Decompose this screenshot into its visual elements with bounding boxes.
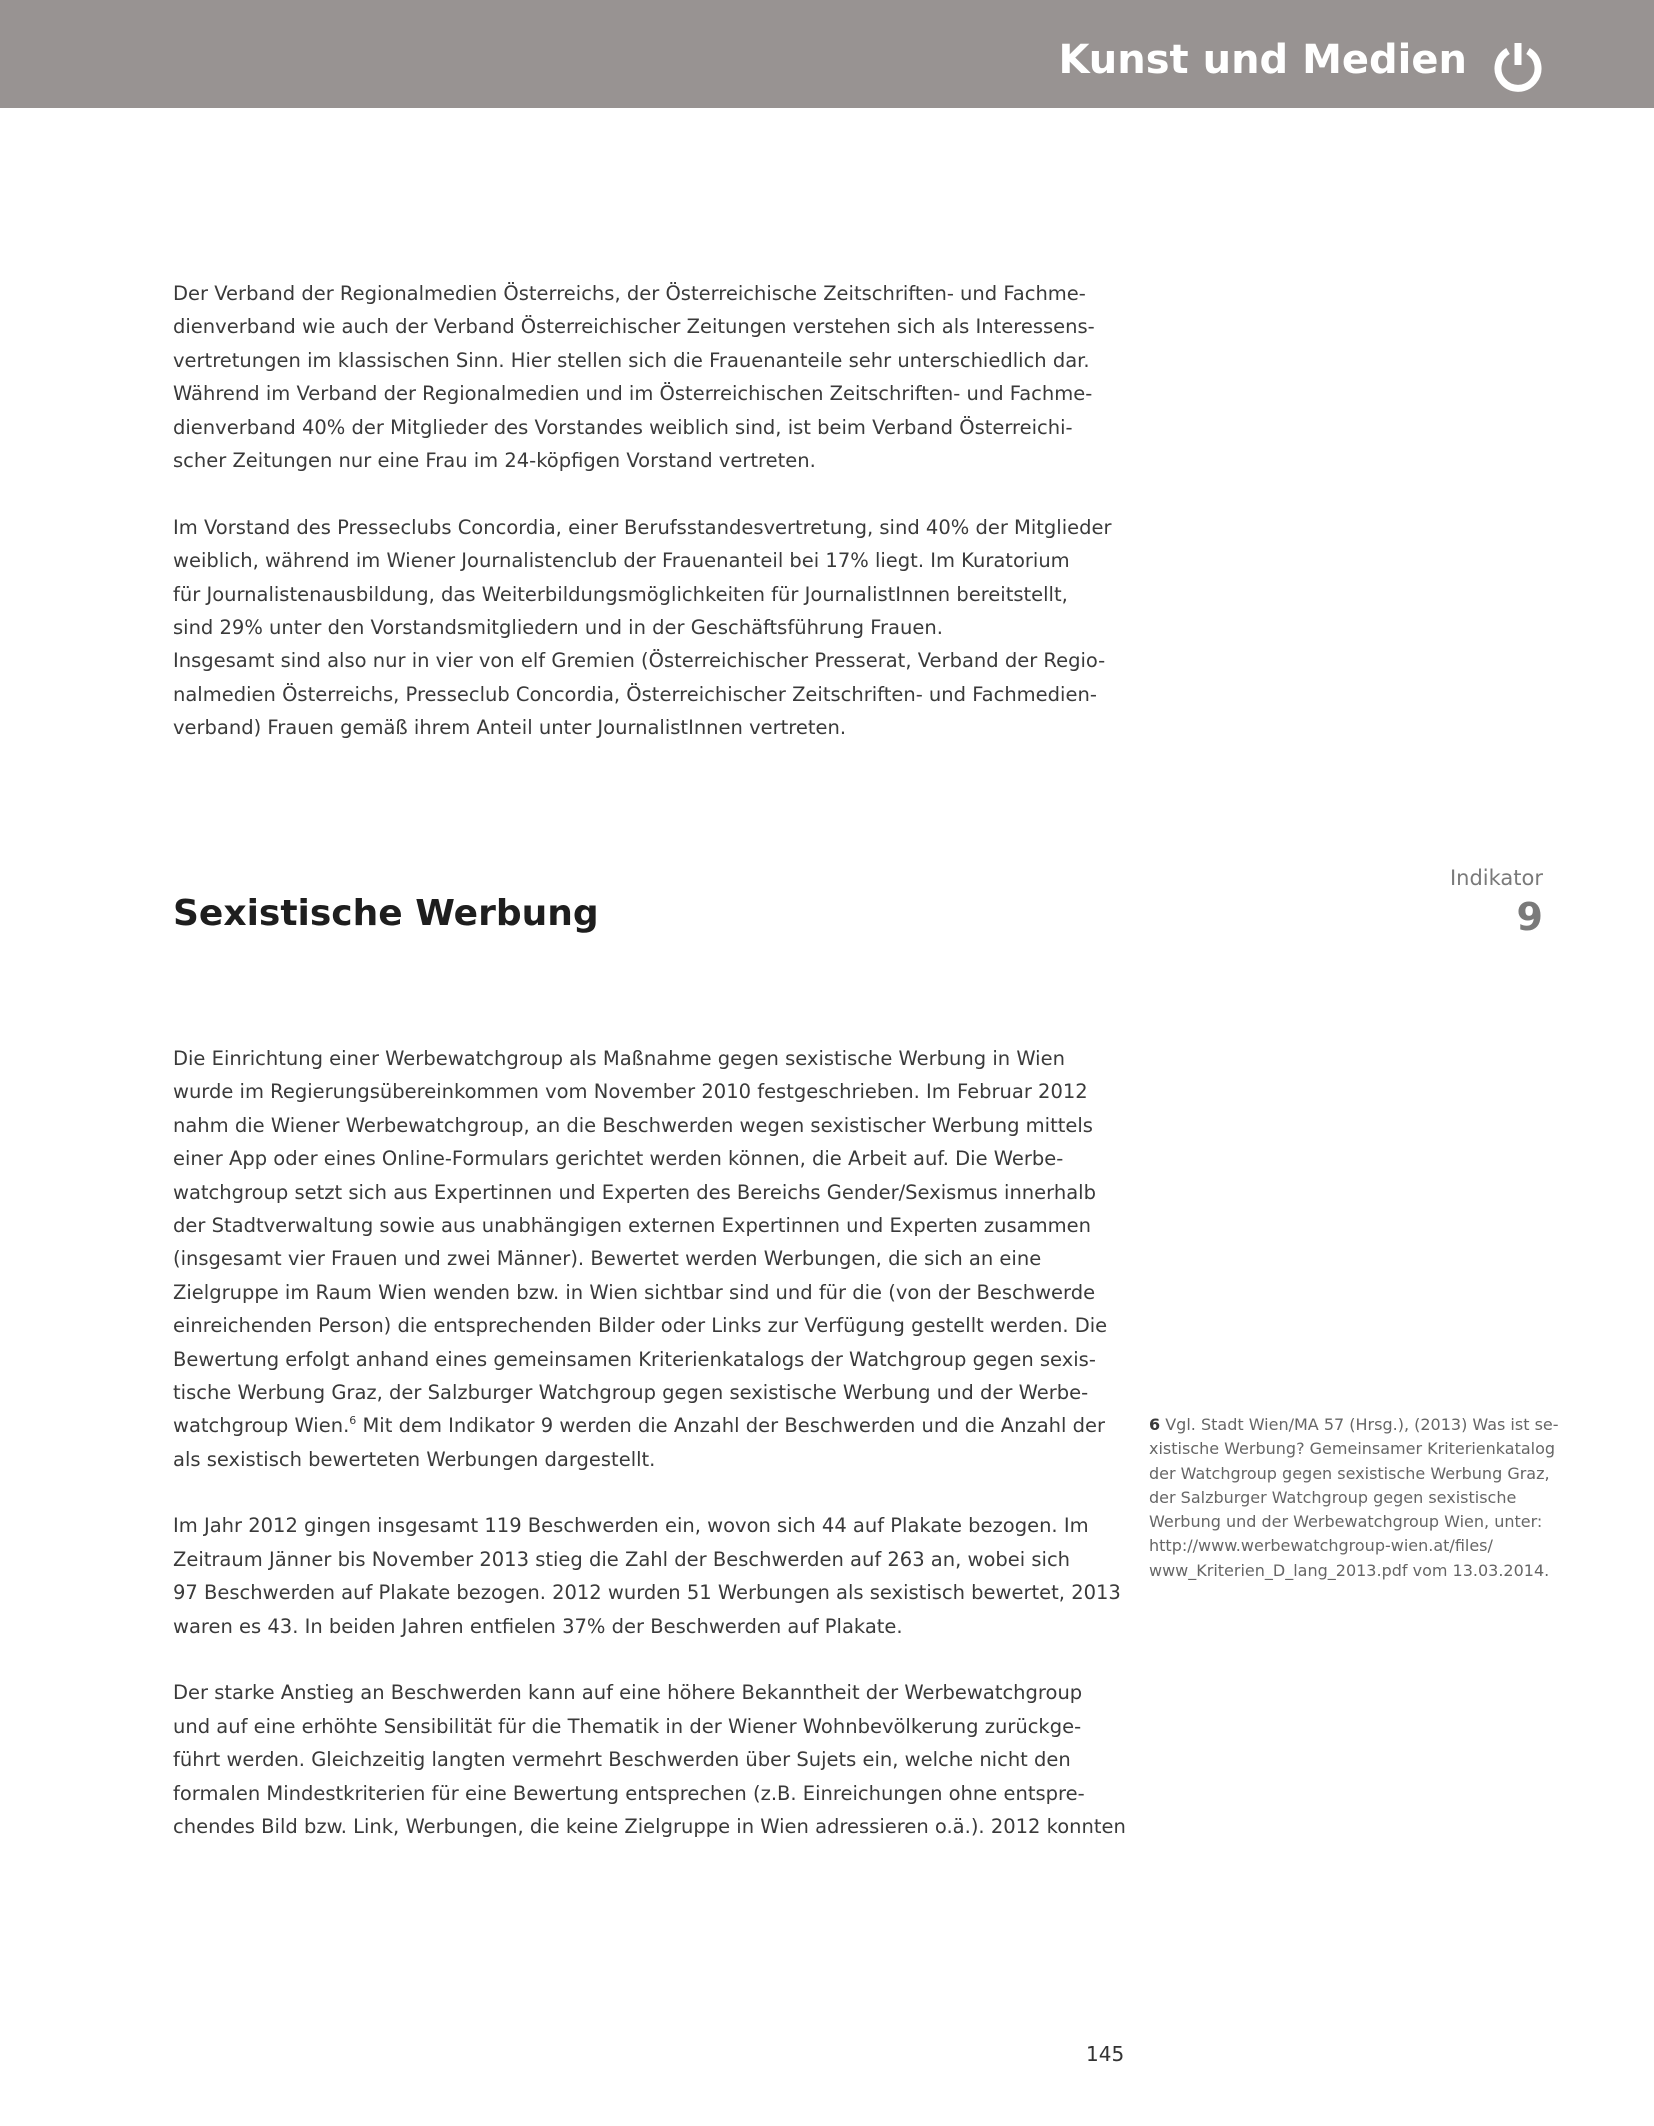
body-text: [173, 1042, 1133, 1843]
footnote-url-line[interactable]: www_Kriterien_D_lang_2013.pdf vom 13.03.2014.: [1149, 1560, 1550, 1580]
footnote-reference[interactable]: 6: [349, 1414, 357, 1428]
footnote-line: [1149, 1413, 1559, 1437]
text-line: Insgesamt sind also nur in vier von elf Gremien (Österreichischer Presserat, Verband der Regio-: [173, 649, 1106, 673]
text-line: waren es 43. In beiden Jahren entfielen 37% der Beschwerden auf Plakate.: [173, 1614, 903, 1638]
text-line: weiblich, während im Wiener Journalistenclub der Frauenanteil bei 17% liegt. Im Kuratorium: [173, 549, 1070, 573]
text-line: (insgesamt vier Frauen und zwei Männer). Bewertet werden Werbungen, die sich an eine: [173, 1247, 1042, 1271]
text-line: nahm die Wiener Werbewatchgroup, an die Beschwerden wegen sexistischer Werbung mittels: [173, 1113, 1093, 1137]
text-line: wurde im Regierungsübereinkommen vom November 2010 festgeschrieben. Im Februar 2012: [173, 1080, 1088, 1104]
text-line: watchgroup setzt sich aus Expertinnen und Experten des Bereichs Gender/Sexismus innerhalb: [173, 1180, 1096, 1204]
text-line: Zeitraum Jänner bis November 2013 stieg die Zahl der Beschwerden auf 263 an, wobei sich: [173, 1547, 1071, 1571]
indicator-label: Indikator: [1449, 866, 1543, 890]
text-line: Im Vorstand des Presseclubs Concordia, einer Berufsstandesvertretung, sind 40% der Mitglieder: [173, 515, 1112, 539]
text-line: dienverband 40% der Mitglieder des Vorstandes weiblich sind, ist beim Verband Österreichi-: [173, 415, 1073, 439]
footnote-number: 6: [1149, 1415, 1161, 1434]
text-line: einer App oder eines Online-Formulars gerichtet werden können, die Arbeit auf. Die Werbe-: [173, 1147, 1064, 1171]
text-line: Während im Verband der Regionalmedien und im Österreichischen Zeitschriften- und Fachme-: [173, 382, 1093, 406]
text-line: und auf eine erhöhte Sensibilität für die Thematik in der Wiener Wohnbevölkerung zurückge-: [173, 1714, 1082, 1738]
footnote-line: Werbung und der Werbewatchgroup Wien, unter:: [1149, 1512, 1543, 1532]
intro-paragraph-1: [173, 277, 1133, 477]
text-line: dienverband wie auch der Verband Österreichischer Zeitungen verstehen sich als Interessens-: [173, 315, 1095, 339]
footnote-text: Vgl. Stadt Wien/MA 57 (Hrsg.), (2013) Was ist se-: [1165, 1415, 1559, 1434]
intro-paragraph-2: [173, 511, 1133, 745]
text-line: chendes Bild bzw. Link, Werbungen, die keine Zielgruppe in Wien adressieren o.ä.). 2012 konnten: [173, 1814, 1126, 1838]
text-line: der Stadtverwaltung sowie aus unabhängigen externen Expertinnen und Experten zusammen: [173, 1213, 1091, 1237]
text-line-with-footnote-ref: [173, 1409, 1133, 1442]
text-line: für Journalistenausbildung, das Weiterbildungsmöglichkeiten für JournalistInnen bereitstellt,: [173, 582, 1068, 606]
section-title: Sexistische Werbung: [173, 893, 599, 934]
footnote-line: xistische Werbung? Gemeinsamer Kriterienkatalog: [1149, 1439, 1556, 1459]
chapter-title: Kunst und Medien: [1058, 37, 1467, 83]
text-line: nalmedien Österreichs, Presseclub Concordia, Österreichischer Zeitschriften- und Fachmedien-: [173, 682, 1097, 706]
text-line: formalen Mindestkriterien für eine Bewertung entsprechen (z.B. Einreichungen ohne entspre-: [173, 1781, 1085, 1805]
text-line: sind 29% unter den Vorstandsmitgliedern und in der Geschäftsführung Frauen.: [173, 615, 943, 639]
footnote-line: der Salzburger Watchgroup gegen sexistische: [1149, 1487, 1517, 1507]
page-number: 145: [1086, 2042, 1125, 2066]
footnote-url-line[interactable]: http://www.werbewatchgroup-wien.at/files/: [1149, 1536, 1493, 1556]
body-paragraph-3: [173, 1676, 1133, 1843]
text-line: führt werden. Gleichzeitig langten vermehrt Beschwerden über Sujets ein, welche nicht den: [173, 1748, 1071, 1772]
text-line: Zielgruppe im Raum Wien wenden bzw. in Wien sichtbar sind und für die (von der Beschwerde: [173, 1280, 1096, 1304]
text-line: scher Zeitungen nur eine Frau im 24-köpfigen Vorstand vertreten.: [173, 448, 816, 472]
indicator-number: 9: [1516, 895, 1543, 939]
text-line: 97 Beschwerden auf Plakate bezogen. 2012 wurden 51 Werbungen als sexistisch bewertet, 2013: [173, 1581, 1121, 1605]
page-header: [0, 0, 1654, 108]
power-icon: [1492, 41, 1544, 93]
text-line: vertretungen im klassischen Sinn. Hier stellen sich die Frauenanteile sehr unterschiedlich dar.: [173, 348, 1090, 372]
text-line: einreichenden Person) die entsprechenden Bilder oder Links zur Verfügung gestellt werden. Die: [173, 1314, 1108, 1338]
text-line: Der Verband der Regionalmedien Österreichs, der Österreichische Zeitschriften- und Fachme-: [173, 282, 1086, 305]
footnote: [1149, 1413, 1559, 1583]
text-line: Die Einrichtung einer Werbewatchgroup als Maßnahme gegen sexistische Werbung in Wien: [173, 1047, 1065, 1070]
text-line: Bewertung erfolgt anhand eines gemeinsamen Kriterienkatalogs der Watchgroup gegen sexis-: [173, 1347, 1096, 1371]
intro-text: [173, 277, 1133, 744]
text-line: als sexistisch bewerteten Werbungen dargestellt.: [173, 1447, 656, 1471]
text-line: verband) Frauen gemäß ihrem Anteil unter JournalistInnen vertreten.: [173, 716, 847, 740]
footnote-line: der Watchgroup gegen sexistische Werbung Graz,: [1149, 1463, 1550, 1483]
text-fragment: Mit dem Indikator 9 werden die Anzahl der Beschwerden und die Anzahl der: [356, 1414, 1106, 1438]
text-fragment: watchgroup Wien.: [173, 1414, 350, 1438]
body-paragraph-2: [173, 1509, 1133, 1643]
text-line: Im Jahr 2012 gingen insgesamt 119 Beschwerden ein, wovon sich 44 auf Plakate bezogen. Im: [173, 1514, 1089, 1538]
text-line: Der starke Anstieg an Beschwerden kann auf eine höhere Bekanntheit der Werbewatchgroup: [173, 1681, 1083, 1705]
body-paragraph-1: [173, 1042, 1133, 1476]
text-line: tische Werbung Graz, der Salzburger Watchgroup gegen sexistische Werbung und der Werbe-: [173, 1380, 1089, 1404]
